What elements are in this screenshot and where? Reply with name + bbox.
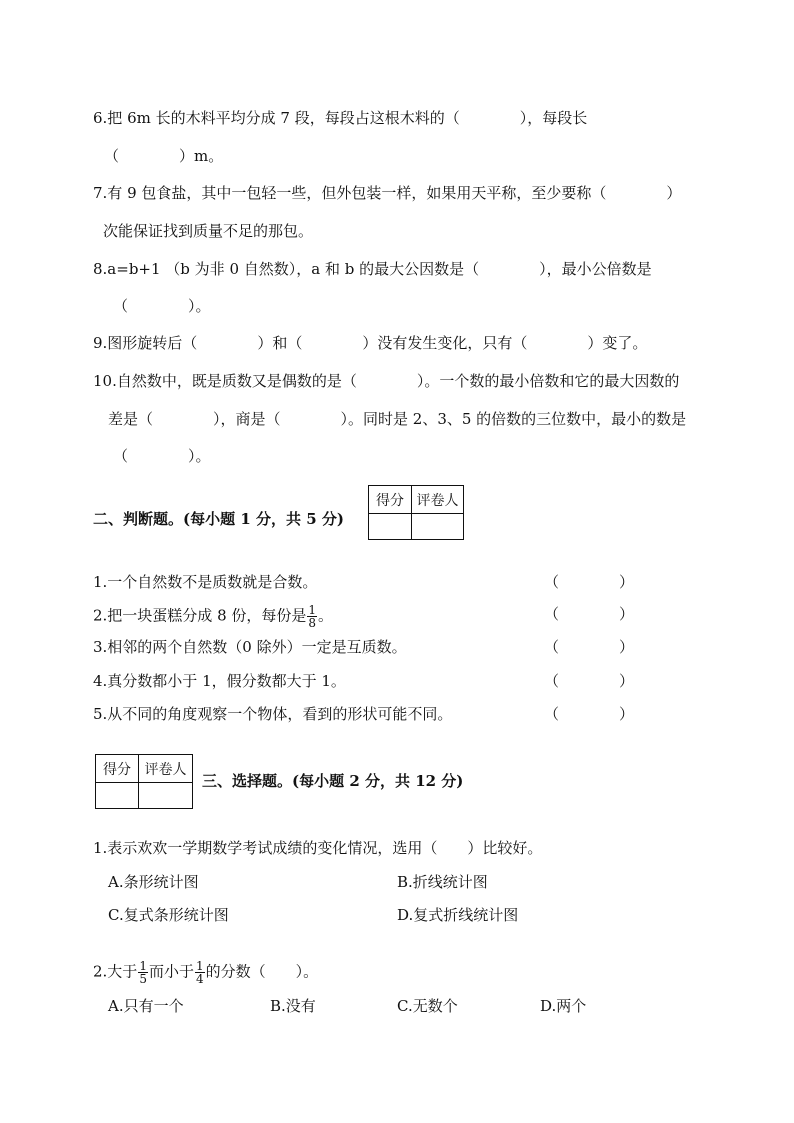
judge-answer-bracket[interactable]: （ ） bbox=[544, 705, 635, 723]
fraction-denominator: 8 bbox=[308, 616, 317, 630]
score-label: 得分 bbox=[369, 486, 412, 514]
score-table-section-3 bbox=[95, 754, 193, 809]
question-10-line-3: （ ）。 bbox=[113, 447, 211, 465]
question-9: 9.图形旋转后（ ）和（ ）没有发生变化，只有（ ）变了。 bbox=[93, 334, 648, 352]
score-label: 得分 bbox=[96, 755, 139, 783]
choice-option-b[interactable]: B.没有 bbox=[270, 997, 316, 1015]
fraction-numerator: 1 bbox=[195, 959, 204, 973]
choice-option-c[interactable]: C.复式条形统计图 bbox=[108, 906, 229, 924]
grader-cell[interactable] bbox=[412, 514, 464, 540]
score-table-section-2 bbox=[368, 485, 464, 540]
judge-item-4: 4.真分数都小于 1，假分数都大于 1。 bbox=[93, 672, 346, 690]
judge-answer-bracket[interactable]: （ ） bbox=[544, 638, 635, 656]
score-cell[interactable] bbox=[369, 514, 412, 540]
judge-answer-bracket[interactable]: （ ） bbox=[544, 672, 635, 690]
grader-label: 评卷人 bbox=[412, 486, 464, 514]
question-7-line-2: 次能保证找到质量不足的那包。 bbox=[103, 222, 314, 240]
choice-option-c[interactable]: C.无数个 bbox=[397, 997, 458, 1015]
judge-item-3: 3.相邻的两个自然数（0 除外）一定是互质数。 bbox=[93, 638, 407, 656]
fraction-one-eighth bbox=[307, 604, 317, 629]
fraction-numerator: 1 bbox=[139, 959, 147, 973]
grader-cell[interactable] bbox=[139, 783, 193, 809]
question-6-line-1: 6.把 6m 长的木料平均分成 7 段，每段占这根木料的（ ），每段长 bbox=[93, 109, 588, 127]
fraction-one-fifth bbox=[138, 960, 148, 985]
question-7-line-1: 7.有 9 包食盐，其中一包轻一些，但外包装一样，如果用天平称，至少要称（ ） bbox=[93, 184, 682, 202]
question-6-line-2: （ ）m。 bbox=[104, 147, 224, 165]
fraction-denominator: 4 bbox=[195, 972, 204, 986]
judge-item-1: 1.一个自然数不是质数就是合数。 bbox=[93, 573, 318, 591]
judge-item-2 bbox=[93, 604, 333, 629]
fraction-numerator: 1 bbox=[308, 603, 317, 617]
question-8-line-2: （ ）。 bbox=[113, 297, 211, 315]
judge-item-2-text: 2.把一块蛋糕分成 8 份，每份是 bbox=[93, 606, 307, 625]
choice-option-b[interactable]: B.折线统计图 bbox=[397, 873, 488, 891]
judge-item-2-end: 。 bbox=[318, 606, 334, 625]
fraction-denominator: 5 bbox=[139, 972, 147, 986]
question-2-text-middle: 而小于 bbox=[148, 962, 194, 981]
question-8-line-1: 8.a=b+1 （b 为非 0 自然数），a 和 b 的最大公因数是（ ），最小公倍数是 bbox=[93, 260, 652, 278]
section-2-title: 二、判断题。(每小题 1 分，共 5 分) bbox=[93, 510, 344, 528]
question-2-text-end: 的分数（ ）。 bbox=[205, 962, 319, 981]
choice-option-d[interactable]: D.两个 bbox=[540, 997, 587, 1015]
score-cell[interactable] bbox=[96, 783, 139, 809]
question-10-line-1: 10.自然数中，既是质数又是偶数的是（ ）。一个数的最小倍数和它的最大因数的 bbox=[93, 372, 680, 390]
grader-label: 评卷人 bbox=[139, 755, 193, 783]
choice-option-a[interactable]: A.只有一个 bbox=[108, 997, 184, 1015]
question-10-line-2: 差是（ ），商是（ ）。同时是 2、3、5 的倍数的三位数中，最小的数是 bbox=[108, 410, 687, 428]
judge-answer-bracket[interactable]: （ ） bbox=[544, 605, 635, 623]
choice-option-a[interactable]: A.条形统计图 bbox=[108, 873, 199, 891]
question-2-text-start: 2.大于 bbox=[93, 962, 138, 981]
choice-option-d[interactable]: D.复式折线统计图 bbox=[397, 906, 519, 924]
section-3-title: 三、选择题。(每小题 2 分，共 12 分) bbox=[202, 772, 464, 790]
choice-question-1: 1.表示欢欢一学期数学考试成绩的变化情况，选用（ ）比较好。 bbox=[93, 839, 543, 857]
choice-question-2 bbox=[93, 960, 318, 985]
judge-answer-bracket[interactable]: （ ） bbox=[544, 573, 635, 591]
fraction-one-fourth bbox=[195, 960, 205, 985]
judge-item-5: 5.从不同的角度观察一个物体，看到的形状可能不同。 bbox=[93, 705, 453, 723]
